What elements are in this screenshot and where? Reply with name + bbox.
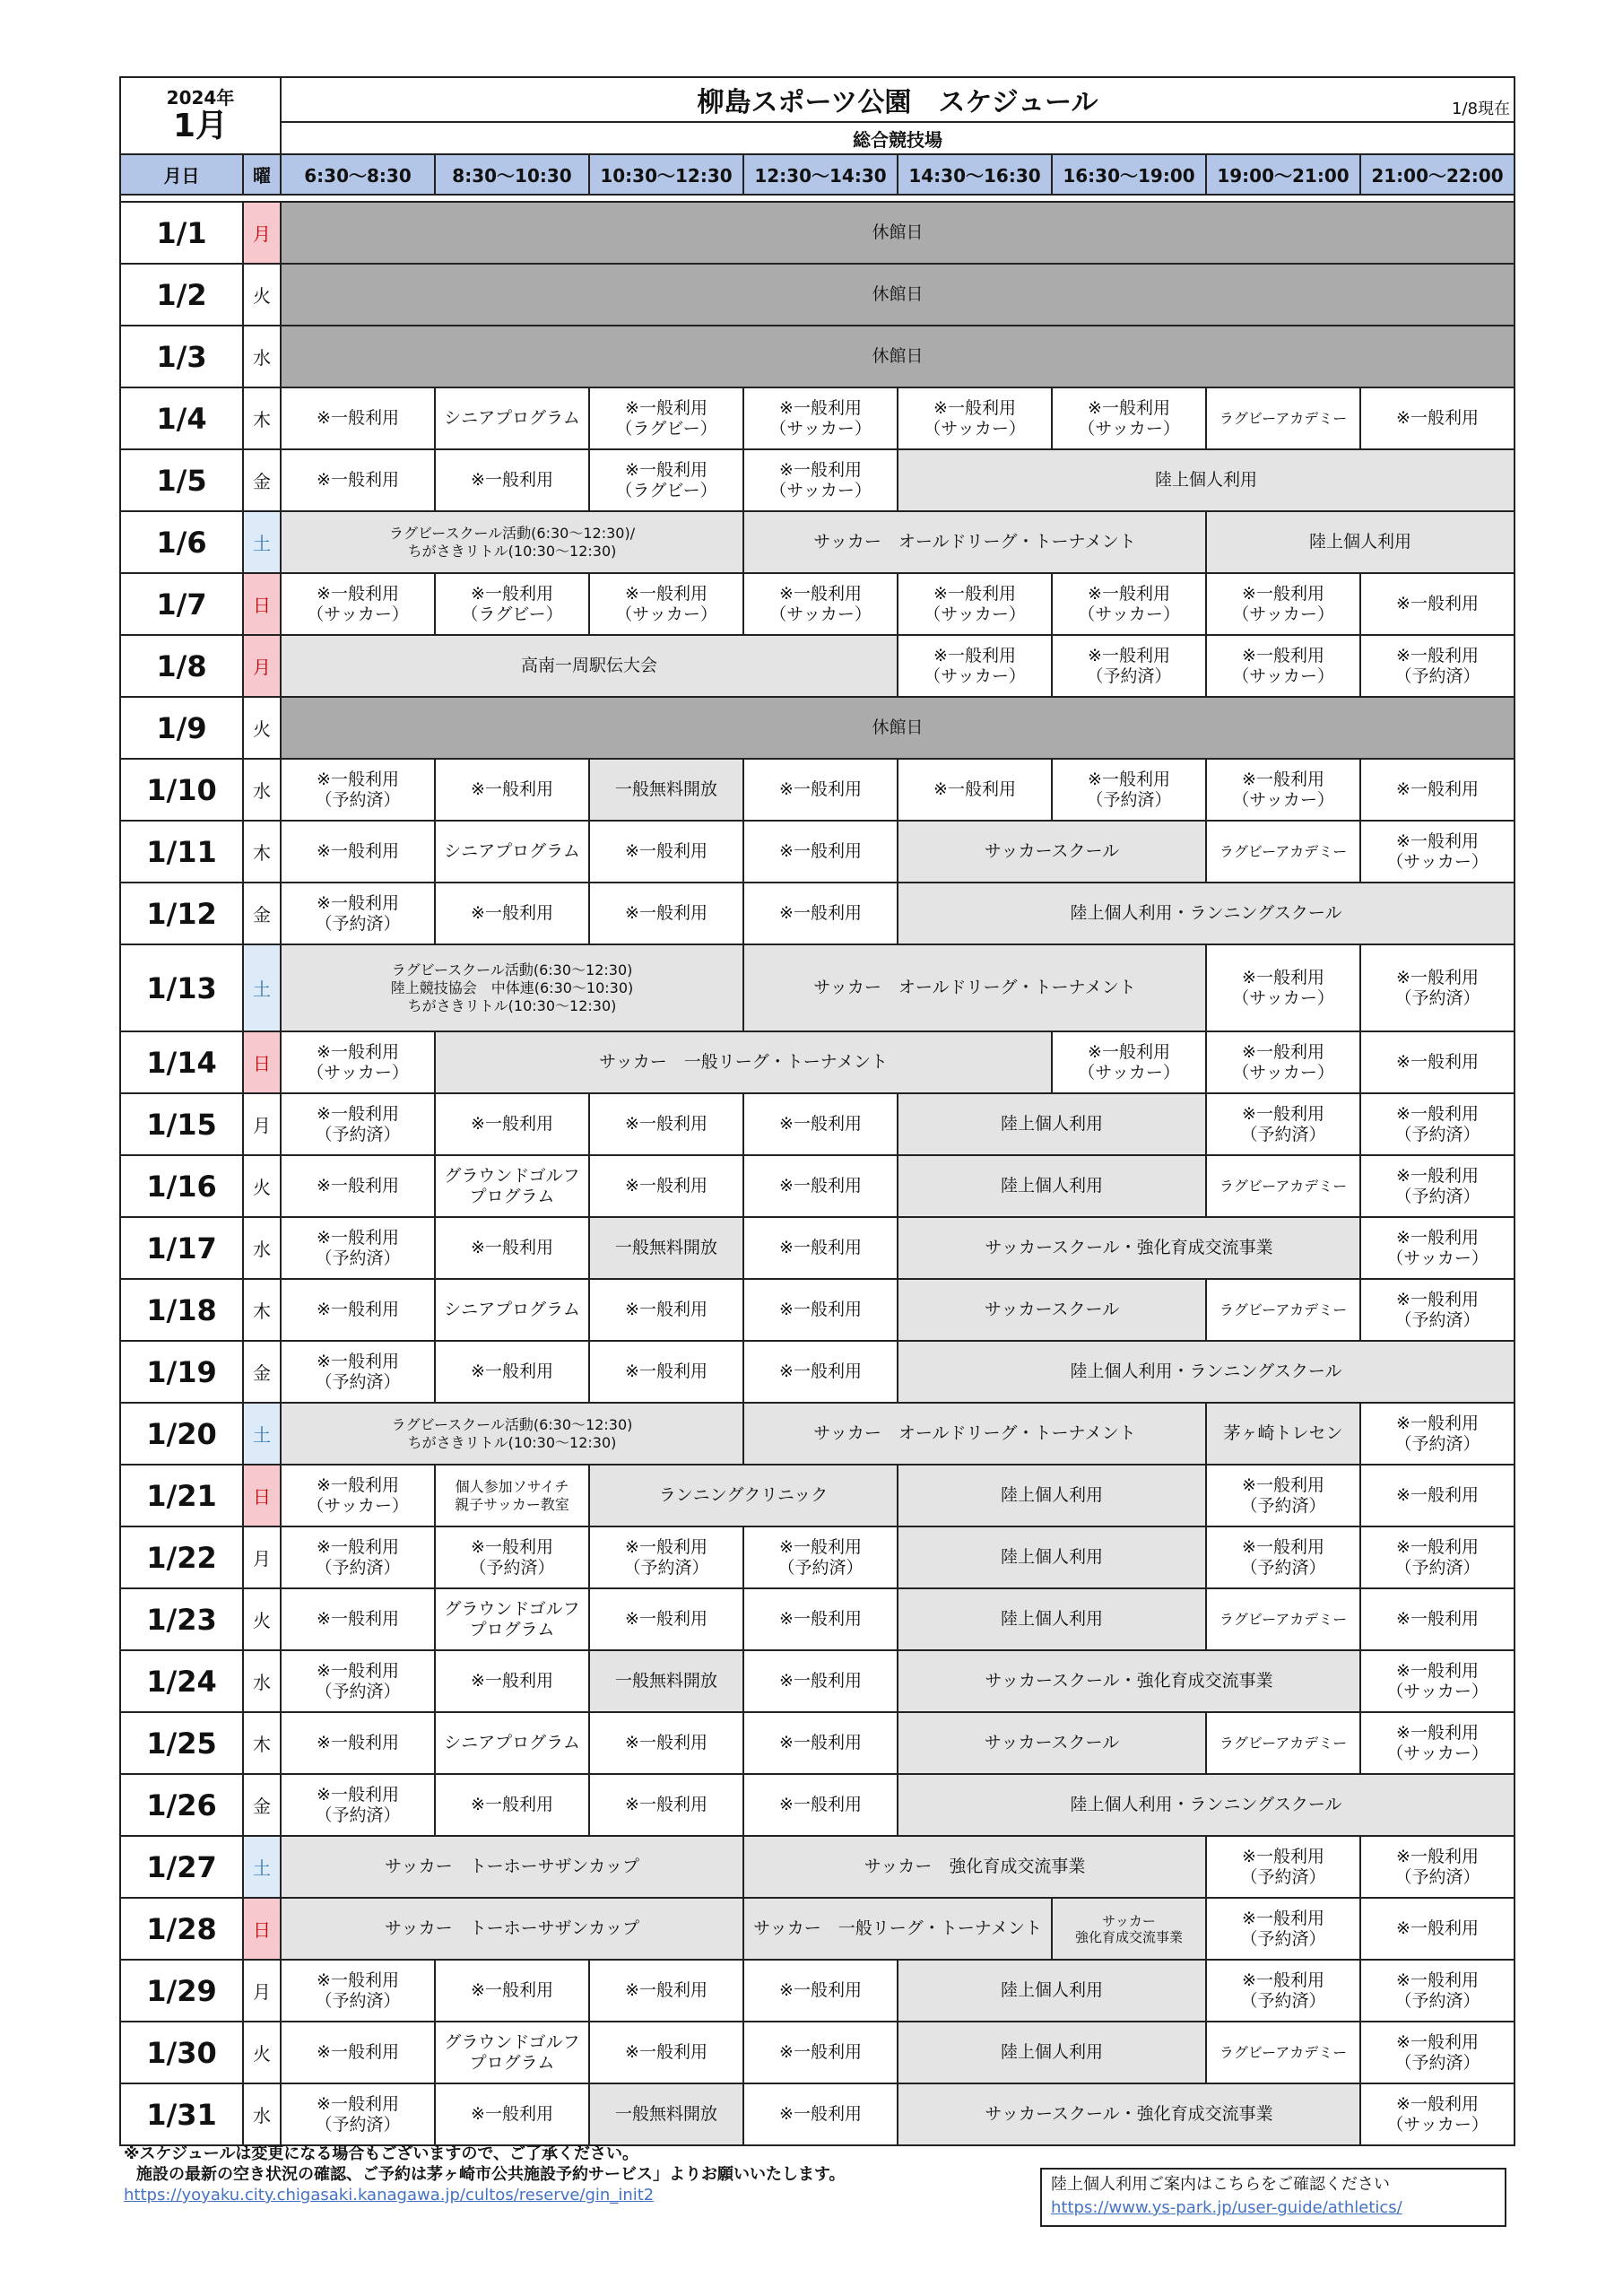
schedule-row <box>120 635 1515 697</box>
row-day-of-week: 月 <box>243 1960 281 2022</box>
athletics-info-text: 陸上個人利用ご案内はこちらをご確認ください <box>1051 2175 1390 2194</box>
schedule-slot-cell: ラグビーアカデミー <box>1206 821 1360 883</box>
schedule-slot-cell: サッカースクール <box>898 1712 1206 1774</box>
schedule-row <box>120 883 1515 944</box>
closed-day-cell: 休館日 <box>281 326 1515 387</box>
schedule-row <box>120 1031 1515 1093</box>
schedule-slot-cell: 陸上個人利用 <box>898 1526 1206 1588</box>
schedule-slot-cell: ※一般利用 <box>1360 1031 1515 1093</box>
schedule-slot-cell: ※一般利用 （予約済） <box>1206 1093 1360 1155</box>
schedule-row <box>120 1341 1515 1403</box>
schedule-slot-cell: サッカースクール・強化育成交流事業 <box>898 1217 1360 1279</box>
schedule-slot-cell: ※一般利用 <box>281 2022 435 2083</box>
schedule-slot-cell: ※一般利用 <box>435 883 589 944</box>
schedule-slot-cell: ランニングクリニック <box>589 1465 898 1526</box>
schedule-slot-cell: ※一般利用 <box>435 1960 589 2022</box>
schedule-slot-cell: サッカー 強化育成交流事業 <box>1052 1898 1206 1960</box>
column-header-slot: 6:30～8:30 <box>281 154 435 195</box>
schedule-row <box>120 1465 1515 1526</box>
schedule-slot-cell: 一般無料開放 <box>589 1217 743 1279</box>
schedule-slot-cell: ※一般利用 <box>743 1960 898 2022</box>
schedule-slot-cell: ※一般利用 （予約済） <box>589 1526 743 1588</box>
schedule-slot-cell: ※一般利用 <box>589 1093 743 1155</box>
schedule-slot-cell: 個人参加ソサイチ 親子サッカー教室 <box>435 1465 589 1526</box>
schedule-slot-cell: ※一般利用 <box>435 1217 589 1279</box>
year-label: 2024年 <box>166 87 235 109</box>
schedule-slot-cell: 陸上個人利用 <box>898 1588 1206 1650</box>
schedule-slot-cell: ※一般利用 （サッカー） <box>281 573 435 635</box>
schedule-slot-cell: ※一般利用 （予約済） <box>1360 1960 1515 2022</box>
row-date: 1/28 <box>120 1898 243 1960</box>
schedule-slot-cell: ※一般利用 （サッカー） <box>1206 573 1360 635</box>
schedule-row <box>120 1836 1515 1898</box>
schedule-slot-cell: 陸上個人利用 <box>898 449 1515 511</box>
schedule-slot-cell: ※一般利用 <box>589 1279 743 1341</box>
row-date: 1/30 <box>120 2022 243 2083</box>
schedule-slot-cell: ※一般利用 （予約済） <box>1360 1093 1515 1155</box>
schedule-row <box>120 1526 1515 1588</box>
row-day-of-week: 月 <box>243 1526 281 1588</box>
schedule-slot-cell: サッカースクール <box>898 821 1206 883</box>
row-day-of-week: 土 <box>243 1403 281 1465</box>
schedule-slot-cell: ※一般利用 （予約済） <box>281 759 435 821</box>
schedule-row <box>120 449 1515 511</box>
row-date: 1/16 <box>120 1155 243 1217</box>
row-date: 1/17 <box>120 1217 243 1279</box>
schedule-slot-cell: ※一般利用 （サッカー） <box>1206 944 1360 1031</box>
schedule-slot-cell: ※一般利用 <box>743 821 898 883</box>
schedule-slot-cell: ※一般利用 <box>1360 387 1515 449</box>
schedule-slot-cell: ※一般利用 （予約済） <box>1360 635 1515 697</box>
schedule-slot-cell: ※一般利用 （予約済） <box>743 1526 898 1588</box>
schedule-slot-cell: ※一般利用 <box>589 1341 743 1403</box>
schedule-slot-cell: ※一般利用 <box>743 1341 898 1403</box>
row-date: 1/14 <box>120 1031 243 1093</box>
row-day-of-week: 木 <box>243 387 281 449</box>
schedule-row <box>120 326 1515 387</box>
schedule-slot-cell: ※一般利用 （サッカー） <box>1052 1031 1206 1093</box>
schedule-slot-cell: ※一般利用 <box>1360 1898 1515 1960</box>
row-day-of-week: 日 <box>243 1898 281 1960</box>
row-date: 1/12 <box>120 883 243 944</box>
schedule-slot-cell: ※一般利用 （ラグビー） <box>589 449 743 511</box>
schedule-row <box>120 1650 1515 1712</box>
row-date: 1/29 <box>120 1960 243 2022</box>
schedule-slot-cell: ※一般利用 （サッカー） <box>1360 1650 1515 1712</box>
row-day-of-week: 水 <box>243 1650 281 1712</box>
page-title: 柳島スポーツ公園 スケジュール <box>697 87 1098 118</box>
schedule-slot-cell: ※一般利用 （予約済） <box>435 1526 589 1588</box>
schedule-slot-cell: ※一般利用 （サッカー） <box>743 449 898 511</box>
row-day-of-week: 木 <box>243 821 281 883</box>
schedule-row <box>120 264 1515 326</box>
row-day-of-week: 火 <box>243 1155 281 1217</box>
schedule-slot-cell: ※一般利用 （サッカー） <box>1206 1031 1360 1093</box>
row-date: 1/9 <box>120 697 243 759</box>
footer-note-change: ※スケジュールは変更になる場合もございますので、ご了承ください。 <box>124 2144 639 2163</box>
schedule-row <box>120 697 1515 759</box>
schedule-row <box>120 511 1515 573</box>
schedule-row <box>120 1588 1515 1650</box>
schedule-slot-cell: ラグビースクール活動(6:30～12:30)/ ちがさきリトル(10:30～12:30) <box>281 511 743 573</box>
row-day-of-week: 月 <box>243 1093 281 1155</box>
column-header-slot: 14:30～16:30 <box>898 154 1052 195</box>
schedule-slot-cell: ※一般利用 <box>743 883 898 944</box>
schedule-slot-cell: ※一般利用 <box>1360 759 1515 821</box>
schedule-slot-cell: ※一般利用 （サッカー） <box>1360 821 1515 883</box>
row-day-of-week: 金 <box>243 1341 281 1403</box>
schedule-row <box>120 2083 1515 2145</box>
schedule-slot-cell: サッカー 一般リーグ・トーナメント <box>743 1898 1052 1960</box>
row-date: 1/5 <box>120 449 243 511</box>
month-label: 1月 <box>172 108 229 144</box>
schedule-slot-cell: 陸上個人利用 <box>898 2022 1206 2083</box>
schedule-slot-cell: 陸上個人利用・ランニングスクール <box>898 1774 1515 1836</box>
row-day-of-week: 火 <box>243 264 281 326</box>
row-day-of-week: 火 <box>243 2022 281 2083</box>
schedule-row <box>120 1898 1515 1960</box>
row-date: 1/23 <box>120 1588 243 1650</box>
schedule-slot-cell: 一般無料開放 <box>589 759 743 821</box>
page-title-cell <box>281 77 1515 122</box>
schedule-slot-cell: ※一般利用 （予約済） <box>1360 1526 1515 1588</box>
schedule-slot-cell: 一般無料開放 <box>589 1650 743 1712</box>
schedule-slot-cell: ※一般利用 （サッカー） <box>1206 635 1360 697</box>
footer-note-reservation: 施設の最新の空き状況の確認、ご予約は茅ヶ崎市公共施設予約サービス」よりお願いいたします。 <box>136 2165 846 2184</box>
column-header-slot: 21:00～22:00 <box>1360 154 1515 195</box>
row-date: 1/1 <box>120 202 243 264</box>
schedule-slot-cell: ※一般利用 <box>435 759 589 821</box>
schedule-row <box>120 1712 1515 1774</box>
schedule-slot-cell: ※一般利用 <box>589 2022 743 2083</box>
row-date: 1/31 <box>120 2083 243 2145</box>
schedule-slot-cell: ※一般利用 （サッカー） <box>1360 1712 1515 1774</box>
schedule-slot-cell: ※一般利用 （サッカー） <box>281 1465 435 1526</box>
schedule-slot-cell: ※一般利用 （予約済） <box>281 1650 435 1712</box>
schedule-slot-cell: ※一般利用 <box>435 2083 589 2145</box>
schedule-row <box>120 387 1515 449</box>
row-day-of-week: 日 <box>243 1031 281 1093</box>
schedule-slot-cell: ※一般利用 <box>1360 1465 1515 1526</box>
schedule-slot-cell: ラグビースクール活動(6:30～12:30) ちがさきリトル(10:30～12:30) <box>281 1403 743 1465</box>
row-day-of-week: 水 <box>243 759 281 821</box>
schedule-slot-cell: ※一般利用 <box>743 759 898 821</box>
row-date: 1/6 <box>120 511 243 573</box>
schedule-slot-cell: ※一般利用 （予約済） <box>1360 1403 1515 1465</box>
schedule-slot-cell: ※一般利用 <box>281 1712 435 1774</box>
schedule-row <box>120 1093 1515 1155</box>
schedule-slot-cell: ※一般利用 <box>743 1650 898 1712</box>
schedule-slot-cell: サッカー トーホーサザンカップ <box>281 1836 743 1898</box>
venue-label: 総合競技場 <box>281 122 1515 154</box>
column-header-slot: 19:00～21:00 <box>1206 154 1360 195</box>
schedule-slot-cell: ※一般利用 <box>898 759 1052 821</box>
schedule-slot-cell: ※一般利用 （予約済） <box>1206 1526 1360 1588</box>
column-header-slot: 16:30～19:00 <box>1052 154 1206 195</box>
schedule-slot-cell: グラウンドゴルフ プログラム <box>435 1588 589 1650</box>
schedule-slot-cell: ※一般利用 <box>589 821 743 883</box>
schedule-slot-cell: ※一般利用 （サッカー） <box>1360 1217 1515 1279</box>
schedule-slot-cell: ※一般利用 <box>1360 1588 1515 1650</box>
schedule-slot-cell: シニアプログラム <box>435 387 589 449</box>
closed-day-cell: 休館日 <box>281 202 1515 264</box>
schedule-row <box>120 1403 1515 1465</box>
schedule-slot-cell: ※一般利用 （予約済） <box>1206 1960 1360 2022</box>
row-date: 1/11 <box>120 821 243 883</box>
schedule-slot-cell: ※一般利用 <box>589 1155 743 1217</box>
row-day-of-week: 金 <box>243 1774 281 1836</box>
schedule-slot-cell: ※一般利用 <box>589 1588 743 1650</box>
row-day-of-week: 土 <box>243 944 281 1031</box>
schedule-slot-cell: ※一般利用 <box>743 1093 898 1155</box>
row-date: 1/2 <box>120 264 243 326</box>
schedule-slot-cell: ※一般利用 <box>281 1279 435 1341</box>
footer-notes <box>124 2144 846 2205</box>
schedule-slot-cell: ※一般利用 <box>743 2083 898 2145</box>
schedule-slot-cell: ラグビーアカデミー <box>1206 387 1360 449</box>
schedule-slot-cell: 一般無料開放 <box>589 2083 743 2145</box>
row-date: 1/15 <box>120 1093 243 1155</box>
row-day-of-week: 月 <box>243 635 281 697</box>
schedule-slot-cell: サッカースクール・強化育成交流事業 <box>898 1650 1360 1712</box>
row-date: 1/24 <box>120 1650 243 1712</box>
schedule-slot-cell: ラグビースクール活動(6:30～12:30) 陸上競技協会 中体連(6:30～10:30) ちがさきリトル(10:30～12:30) <box>281 944 743 1031</box>
schedule-slot-cell: シニアプログラム <box>435 821 589 883</box>
schedule-slot-cell: 陸上個人利用 <box>1206 511 1515 573</box>
schedule-slot-cell: ※一般利用 <box>743 1279 898 1341</box>
schedule-table <box>119 76 1515 2146</box>
schedule-slot-cell: ラグビーアカデミー <box>1206 2022 1360 2083</box>
schedule-slot-cell: グラウンドゴルフ プログラム <box>435 1155 589 1217</box>
schedule-slot-cell: ※一般利用 （サッカー） <box>898 573 1052 635</box>
schedule-slot-cell: ※一般利用 <box>743 2022 898 2083</box>
schedule-slot-cell: ※一般利用 <box>1360 573 1515 635</box>
schedule-slot-cell: ラグビーアカデミー <box>1206 1279 1360 1341</box>
schedule-slot-cell: ※一般利用 <box>435 1093 589 1155</box>
schedule-slot-cell: ※一般利用 （サッカー） <box>898 387 1052 449</box>
schedule-slot-cell: ※一般利用 （予約済） <box>1206 1836 1360 1898</box>
schedule-slot-cell: ※一般利用 （サッカー） <box>1360 2083 1515 2145</box>
schedule-slot-cell: ラグビーアカデミー <box>1206 1712 1360 1774</box>
schedule-slot-cell: シニアプログラム <box>435 1279 589 1341</box>
schedule-slot-cell: ※一般利用 （サッカー） <box>589 573 743 635</box>
schedule-slot-cell: ※一般利用 （予約済） <box>1360 1155 1515 1217</box>
schedule-slot-cell: ※一般利用 （予約済） <box>1360 2022 1515 2083</box>
header-spacer <box>120 195 1515 202</box>
schedule-slot-cell: ※一般利用 （予約済） <box>1052 635 1206 697</box>
schedule-slot-cell: ※一般利用 <box>435 449 589 511</box>
schedule-slot-cell: ※一般利用 <box>281 387 435 449</box>
schedule-row <box>120 1960 1515 2022</box>
schedule-slot-cell: ※一般利用 （サッカー） <box>281 1031 435 1093</box>
row-date: 1/27 <box>120 1836 243 1898</box>
schedule-row <box>120 2022 1515 2083</box>
reservation-link[interactable]: https://yoyaku.city.chigasaki.kanagawa.jp/cultos/reserve/gin_init2 <box>124 2186 655 2205</box>
schedule-slot-cell: サッカー 強化育成交流事業 <box>743 1836 1206 1898</box>
year-month-cell <box>120 77 281 154</box>
row-date: 1/21 <box>120 1465 243 1526</box>
schedule-slot-cell: シニアプログラム <box>435 1712 589 1774</box>
schedule-row <box>120 821 1515 883</box>
closed-day-cell: 休館日 <box>281 264 1515 326</box>
schedule-slot-cell: ※一般利用 <box>589 1774 743 1836</box>
schedule-slot-cell: 茅ヶ崎トレセン <box>1206 1403 1360 1465</box>
column-header-slot: 10:30～12:30 <box>589 154 743 195</box>
schedule-slot-cell: 陸上個人利用・ランニングスクール <box>898 883 1515 944</box>
schedule-slot-cell: ※一般利用 （予約済） <box>281 2083 435 2145</box>
schedule-slot-cell: ※一般利用 <box>281 821 435 883</box>
row-day-of-week: 火 <box>243 697 281 759</box>
row-date: 1/26 <box>120 1774 243 1836</box>
schedule-slot-cell: ※一般利用 <box>435 1341 589 1403</box>
row-day-of-week: 日 <box>243 1465 281 1526</box>
schedule-slot-cell: サッカースクール <box>898 1279 1206 1341</box>
schedule-slot-cell: サッカー トーホーサザンカップ <box>281 1898 743 1960</box>
row-day-of-week: 火 <box>243 1588 281 1650</box>
row-date: 1/20 <box>120 1403 243 1465</box>
schedule-slot-cell: ※一般利用 （予約済） <box>281 1341 435 1403</box>
schedule-slot-cell: ※一般利用 <box>743 1774 898 1836</box>
row-date: 1/25 <box>120 1712 243 1774</box>
schedule-slot-cell: ※一般利用 （サッカー） <box>743 573 898 635</box>
schedule-slot-cell: ラグビーアカデミー <box>1206 1155 1360 1217</box>
schedule-slot-cell: ※一般利用 （サッカー） <box>1052 573 1206 635</box>
schedule-slot-cell: 陸上個人利用 <box>898 1155 1206 1217</box>
schedule-slot-cell: ※一般利用 <box>743 1588 898 1650</box>
row-date: 1/10 <box>120 759 243 821</box>
schedule-slot-cell: サッカー オールドリーグ・トーナメント <box>743 511 1206 573</box>
athletics-info-box <box>1040 2168 1506 2227</box>
row-day-of-week: 金 <box>243 449 281 511</box>
row-day-of-week: 日 <box>243 573 281 635</box>
row-day-of-week: 水 <box>243 1217 281 1279</box>
schedule-slot-cell: ※一般利用 （予約済） <box>281 1774 435 1836</box>
schedule-slot-cell: 陸上個人利用 <box>898 1960 1206 2022</box>
schedule-slot-cell: ※一般利用 （予約済） <box>1052 759 1206 821</box>
row-day-of-week: 木 <box>243 1712 281 1774</box>
schedule-slot-cell: ※一般利用 （予約済） <box>281 1526 435 1588</box>
schedule-slot-cell: ※一般利用 （サッカー） <box>1052 387 1206 449</box>
schedule-slot-cell: ※一般利用 <box>743 1712 898 1774</box>
schedule-slot-cell: グラウンドゴルフ プログラム <box>435 2022 589 2083</box>
schedule-slot-cell: ※一般利用 <box>589 1960 743 2022</box>
schedule-row <box>120 944 1515 1031</box>
schedule-row <box>120 759 1515 821</box>
schedule-slot-cell: ※一般利用 （予約済） <box>281 1217 435 1279</box>
schedule-row <box>120 1217 1515 1279</box>
column-header-slot: 8:30～10:30 <box>435 154 589 195</box>
row-date: 1/3 <box>120 326 243 387</box>
row-date: 1/4 <box>120 387 243 449</box>
schedule-slot-cell: ラグビーアカデミー <box>1206 1588 1360 1650</box>
schedule-slot-cell: ※一般利用 （予約済） <box>281 1093 435 1155</box>
schedule-slot-cell: ※一般利用 <box>743 1155 898 1217</box>
schedule-slot-cell: ※一般利用 （予約済） <box>281 883 435 944</box>
schedule-slot-cell: ※一般利用 <box>435 1650 589 1712</box>
schedule-slot-cell: ※一般利用 （ラグビー） <box>435 573 589 635</box>
column-header-slot: 12:30～14:30 <box>743 154 898 195</box>
schedule-slot-cell: ※一般利用 <box>589 1712 743 1774</box>
row-day-of-week: 木 <box>243 1279 281 1341</box>
schedule-slot-cell: サッカー オールドリーグ・トーナメント <box>743 944 1206 1031</box>
schedule-row <box>120 1774 1515 1836</box>
column-header-dow: 曜 <box>243 154 281 195</box>
schedule-slot-cell: サッカースクール・強化育成交流事業 <box>898 2083 1360 2145</box>
column-header-date: 月日 <box>120 154 243 195</box>
row-date: 1/19 <box>120 1341 243 1403</box>
row-day-of-week: 土 <box>243 511 281 573</box>
schedule-slot-cell: 陸上個人利用 <box>898 1465 1206 1526</box>
schedule-slot-cell: 陸上個人利用・ランニングスクール <box>898 1341 1515 1403</box>
schedule-slot-cell: 高南一周駅伝大会 <box>281 635 898 697</box>
row-day-of-week: 金 <box>243 883 281 944</box>
closed-day-cell: 休館日 <box>281 697 1515 759</box>
schedule-row <box>120 202 1515 264</box>
schedule-row <box>120 573 1515 635</box>
schedule-slot-cell: ※一般利用 <box>281 1588 435 1650</box>
schedule-row <box>120 1279 1515 1341</box>
row-date: 1/22 <box>120 1526 243 1588</box>
row-date: 1/7 <box>120 573 243 635</box>
row-date: 1/13 <box>120 944 243 1031</box>
schedule-slot-cell: ※一般利用 （サッカー） <box>743 387 898 449</box>
schedule-slot-cell: ※一般利用 （予約済） <box>1206 1898 1360 1960</box>
schedule-slot-cell: ※一般利用 （予約済） <box>1206 1465 1360 1526</box>
schedule-slot-cell: ※一般利用 （予約済） <box>281 1960 435 2022</box>
schedule-slot-cell: ※一般利用 <box>589 883 743 944</box>
row-day-of-week: 水 <box>243 326 281 387</box>
schedule-slot-cell: ※一般利用 <box>281 449 435 511</box>
schedule-slot-cell: ※一般利用 <box>281 1155 435 1217</box>
schedule-slot-cell: ※一般利用 （サッカー） <box>898 635 1052 697</box>
row-day-of-week: 土 <box>243 1836 281 1898</box>
schedule-slot-cell: ※一般利用 <box>435 1774 589 1836</box>
row-date: 1/18 <box>120 1279 243 1341</box>
as-of-date: 1/8現在 <box>1452 100 1511 118</box>
row-day-of-week: 水 <box>243 2083 281 2145</box>
schedule-slot-cell: ※一般利用 <box>743 1217 898 1279</box>
schedule-slot-cell: サッカー オールドリーグ・トーナメント <box>743 1403 1206 1465</box>
schedule-slot-cell: ※一般利用 （予約済） <box>1360 944 1515 1031</box>
schedule-slot-cell: サッカー 一般リーグ・トーナメント <box>435 1031 1052 1093</box>
row-day-of-week: 月 <box>243 202 281 264</box>
schedule-slot-cell: ※一般利用 （予約済） <box>1360 1279 1515 1341</box>
athletics-info-link[interactable]: https://www.ys-park.jp/user-guide/athletics/ <box>1051 2198 1402 2217</box>
row-date: 1/8 <box>120 635 243 697</box>
schedule-row <box>120 1155 1515 1217</box>
schedule-slot-cell: 陸上個人利用 <box>898 1093 1206 1155</box>
schedule-slot-cell: ※一般利用 （予約済） <box>1360 1836 1515 1898</box>
schedule-slot-cell: ※一般利用 （ラグビー） <box>589 387 743 449</box>
schedule-slot-cell: ※一般利用 （サッカー） <box>1206 759 1360 821</box>
